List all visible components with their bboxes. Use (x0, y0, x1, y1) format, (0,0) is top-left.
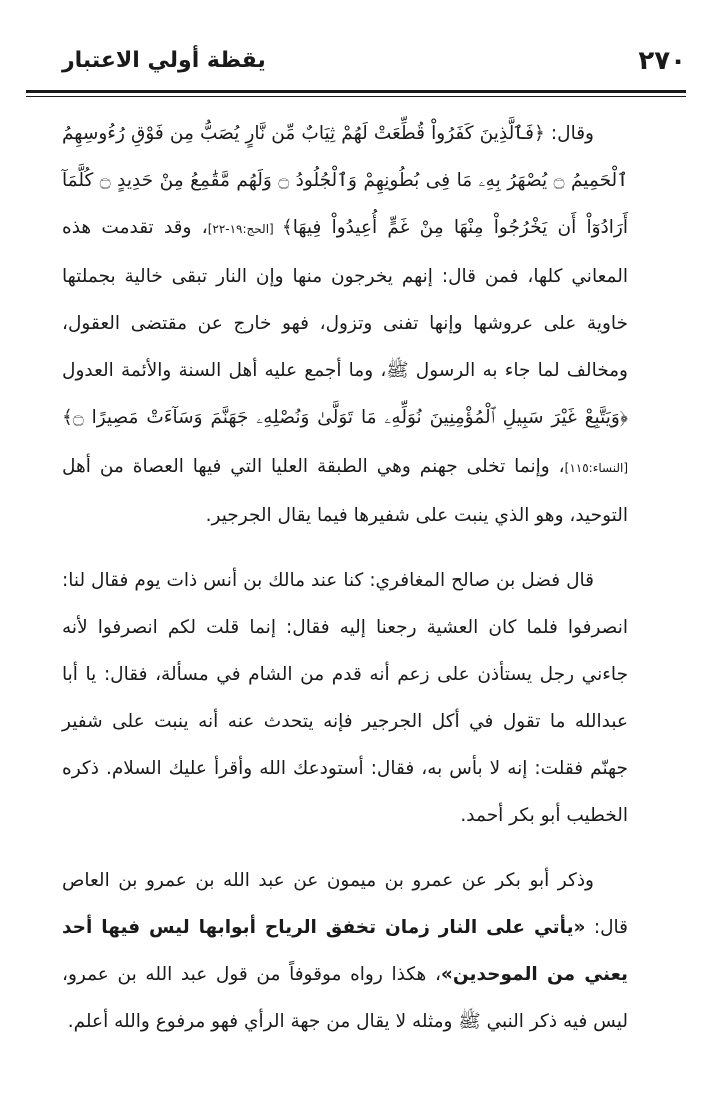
paragraph-3 (62, 857, 628, 1045)
hadith-quote: «يأتي على النار زمان تخفق الرياح أبوابها ليس فيها أحد يعني من الموحدين» (62, 917, 628, 985)
paragraph-1 (62, 110, 628, 539)
page-body (62, 110, 628, 1045)
paragraph-text: وذكر أبو بكر عن عمرو بن ميمون عن عبد الله بن عمرو بن العاص قال: (62, 870, 628, 938)
paragraph-text: ، وإنما تخلى جهنم وهي الطبقة العليا التي فيها العصاة من أهل التوحيد، وهو الذي ينبت على شفيرها فيما يقال الجرجير. (62, 456, 628, 526)
paragraph-text: ، هكذا رواه موقوفاً من قول عبد الله بن عمرو، ليس فيه ذكر النبي ﷺ ومثله لا يقال من جهة الرأي فهو مرفوع والله أعلم. (62, 964, 628, 1032)
page-number: ٢٧٠ (638, 46, 686, 76)
running-title: يقظة أولي الاعتبار (62, 48, 266, 73)
paragraph-text: ، وقد تقدمت هذه المعاني كلها، فمن قال: إنهم يخرجون منها وإن النار تبقى خالية بجملتها خاوية على عروشها وإنها تفنى وتزول، فهو خارج عن مقتضى العقول، ومخالف لما جاء به الرسول ﷺ، وما أجمع عليه أهل السنة والأئمة العدول (62, 217, 628, 381)
verse-citation-hajj: [الحج:١٩-٢٢] (207, 222, 282, 236)
paragraph-text: قال فضل بن صالح المغافري: كنا عند مالك بن أنس ذات يوم فقال لنا: انصرفوا فلما كان العشية رجعنا إليه فقال: إنما قلت لكم انصرفوا لأنه جاءني رجل يستأذن على زعم أنه قدم من الشام في مسألة، فقال: يا أبا عبدالله ما تقول في أكل الجرجير فإنه يتحدث عنه أنه ينبت على شفير جهنّم فقلت: إنه لا بأس به، فقال: أستودعك الله وأقرأ عليك السلام. ذكره الخطيب أبو بكر أحمد. (62, 570, 628, 826)
verse-citation-nisa: [النساء:١١٥] (564, 461, 628, 475)
header-rule (26, 90, 686, 93)
quran-verse-nisa: ﴿وَيَتَّبِعْ غَيْرَ سَبِيلِ ٱلْمُؤْمِنِينَ نُوَلِّهِۦ مَا تَوَلَّىٰ وَنُصْلِهِۦ جَهَنَّمَ وَسَآءَتْ مَصِيرًا ۝﴾ (62, 407, 628, 428)
header-rule-thin (26, 96, 686, 97)
quran-verse-hajj: ﴿فَٱلَّذِينَ كَفَرُواْ قُطِّعَتْ لَهُمْ ثِيَابٌ مِّن نَّارٍ يُصَبُّ مِن فَوْقِ رُءُوسِهِمُ ٱلْحَمِيمُ ۝ يُصْهَرُ بِهِۦ مَا فِى بُطُونِهِمْ وَٱلْجُلُودُ ۝ وَلَهُم مَّقَٰمِعُ مِنْ حَدِيدٍ ۝ كُلَّمَآ أَرَادُوٓاْ أَن يَخْرُجُواْ مِنْهَا مِنْ غَمٍّ أُعِيدُواْ فِيهَا﴾ (62, 123, 628, 238)
paragraph-intro: وقال: (544, 123, 594, 144)
paragraph-2 (62, 557, 628, 839)
page-header (26, 40, 686, 92)
